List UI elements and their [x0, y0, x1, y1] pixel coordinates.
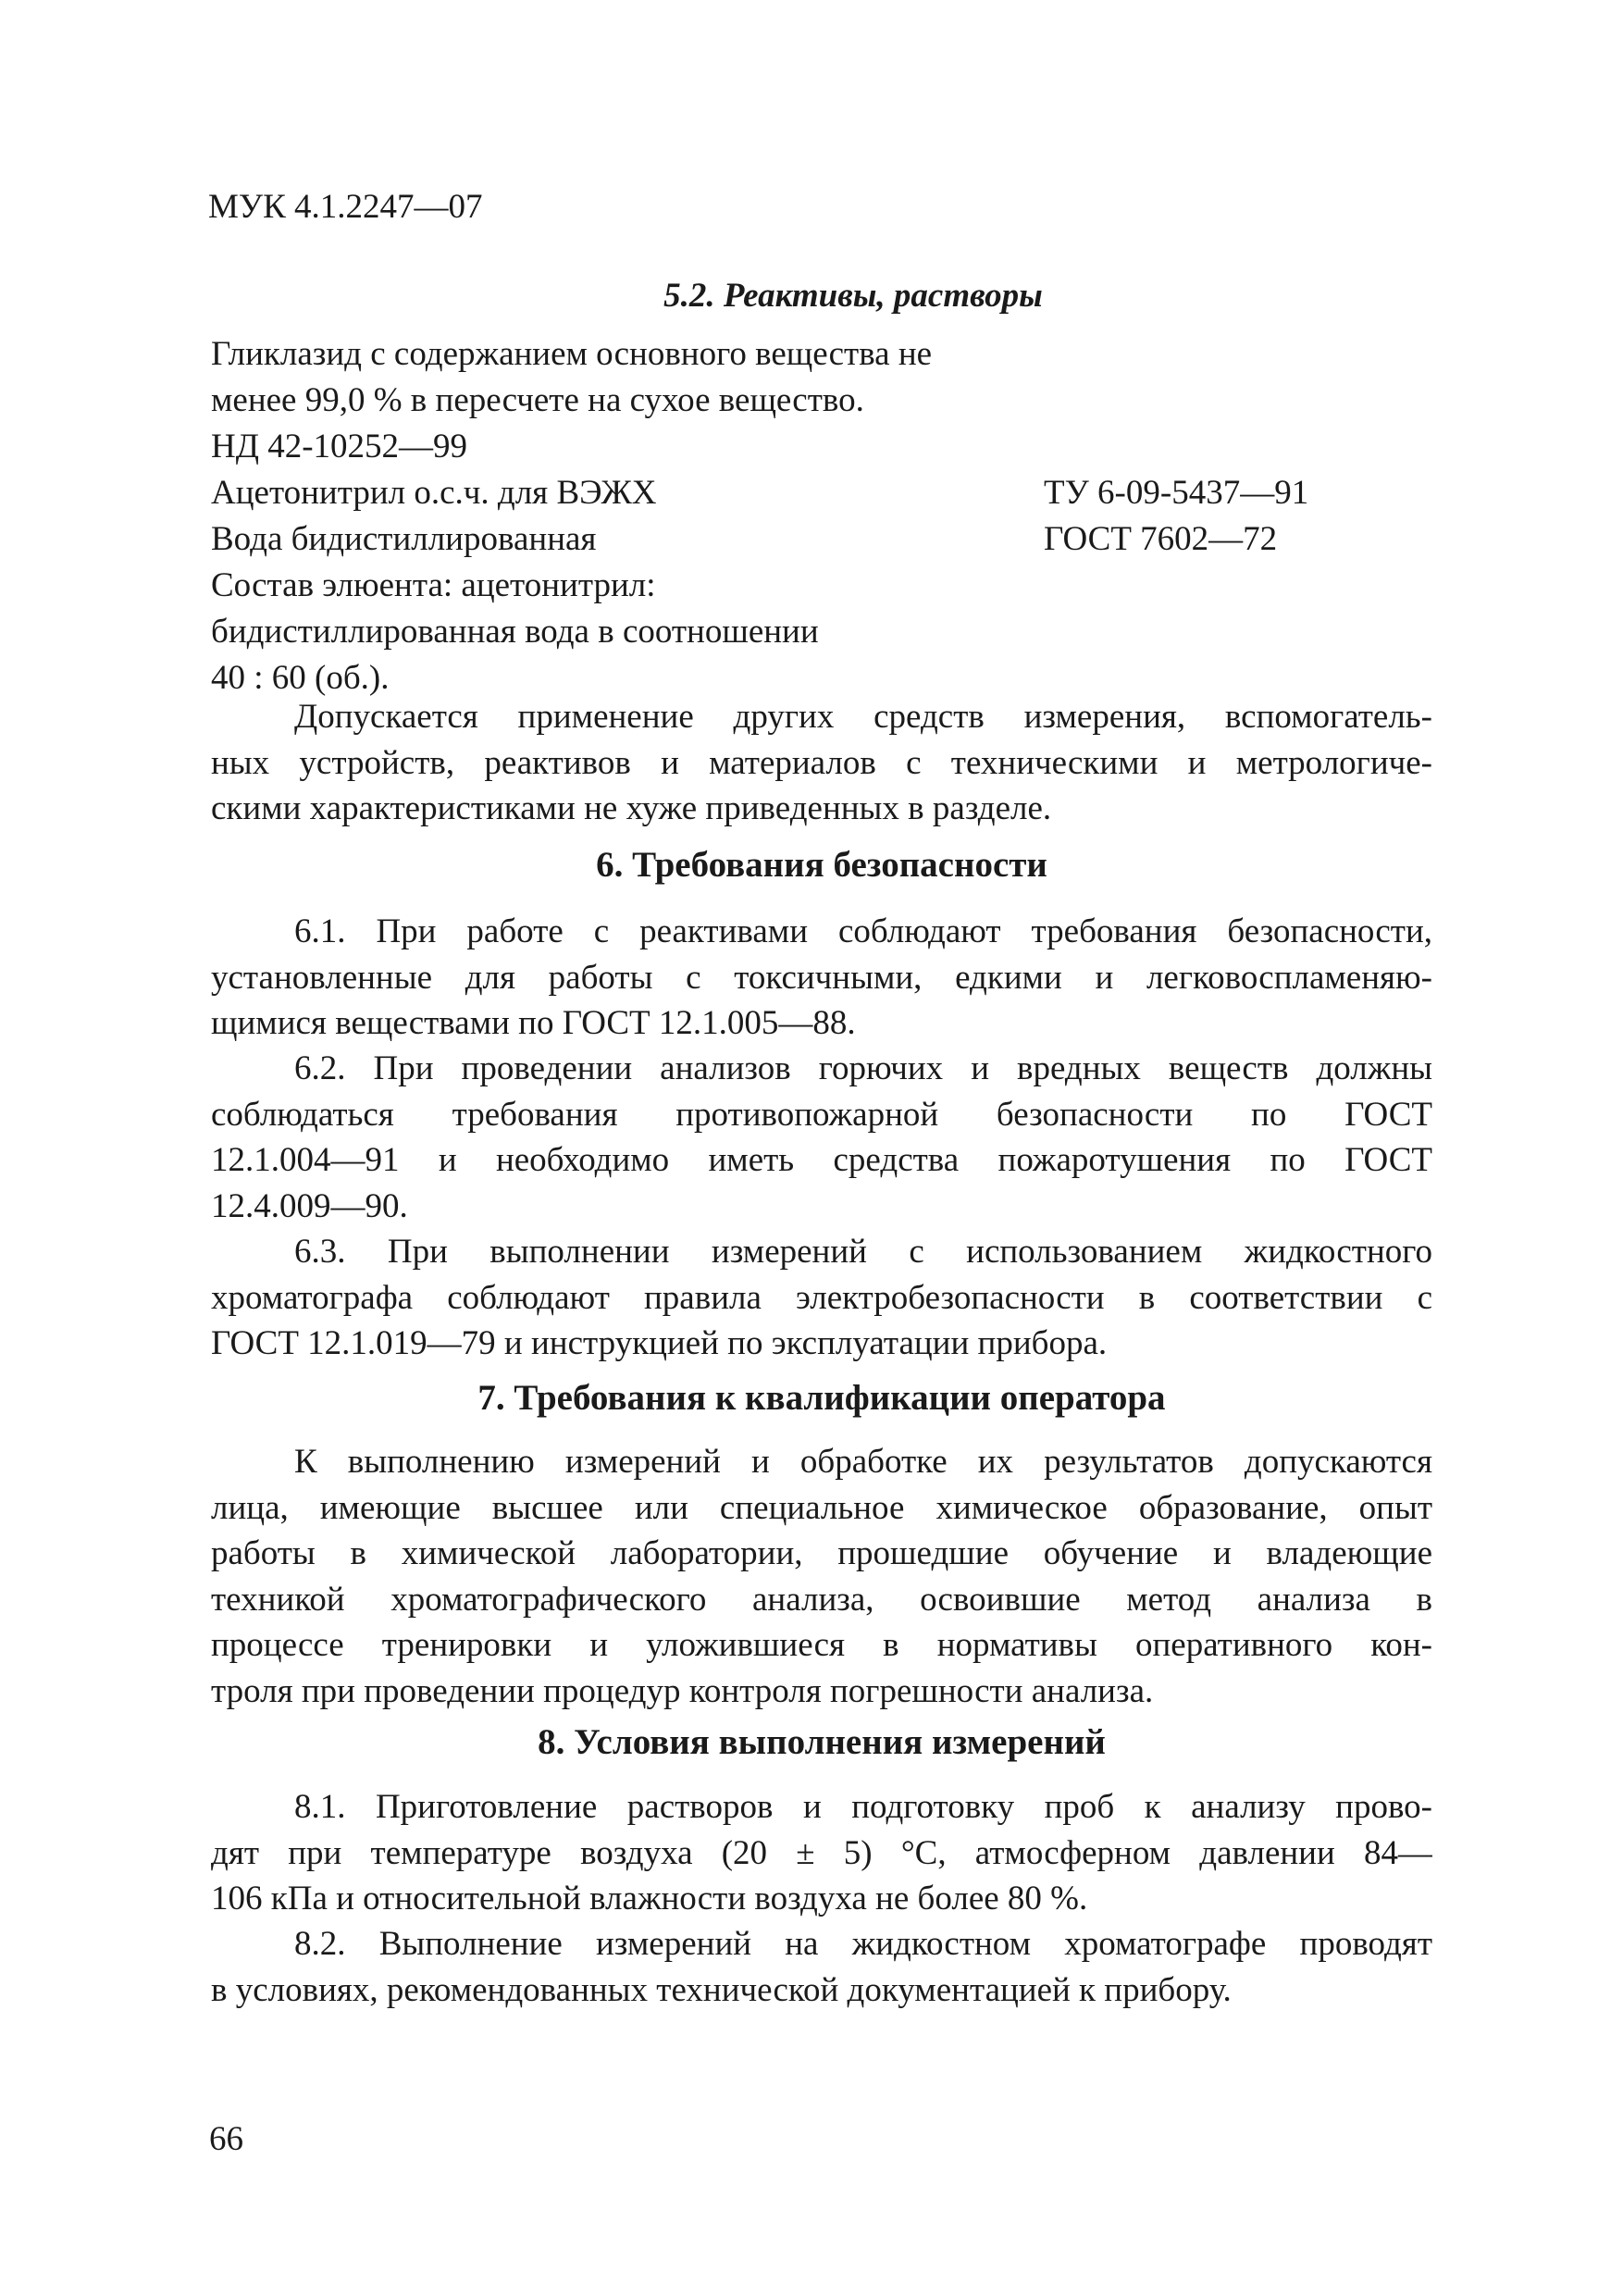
- text-line: лица, имеющие высшее или специальное химическое образование, опыт: [211, 1488, 1432, 1527]
- reagent-row: [211, 424, 1432, 470]
- reagent-row: [211, 331, 1432, 378]
- reagents-list: [211, 331, 1432, 701]
- section-6-title: 6. Требования безопасности: [596, 845, 1047, 885]
- text-line: 6.3. При выполнении измерений с использованием жидкостного: [294, 1233, 1432, 1271]
- page-number: 66: [209, 2120, 243, 2158]
- section-5-2-note: [211, 694, 1432, 832]
- text-line: 6.2. При проведении анализов горючих и вредных веществ должны: [294, 1049, 1432, 1087]
- text-line: 106 кПа и относительной влажности воздуха не более 80 %.: [211, 1880, 1088, 1917]
- section-7-title: 7. Требования к квалификации оператора: [477, 1378, 1166, 1418]
- text-line: дят при температуре воздуха (20 ± 5) °С, атмосферном давлении 84—: [211, 1833, 1432, 1872]
- text-line: щимися веществами по ГОСТ 12.1.005—88.: [211, 1004, 856, 1042]
- reagent-name: 40 : 60 (об.).: [211, 659, 390, 697]
- document-header: МУК 4.1.2247—07: [208, 188, 483, 226]
- text-line: 8.1. Приготовление растворов и подготовку проб к анализу прово-: [294, 1788, 1432, 1826]
- section-6-1-paragraph: [211, 909, 1432, 1047]
- text-line: 6.1. При работе с реактивами соблюдают требования безопасности,: [294, 912, 1432, 950]
- reagent-row: [211, 563, 1432, 609]
- reagent-standard: ТУ 6-09-5437—91: [1044, 474, 1309, 512]
- reagent-name: Состав элюента: ацетонитрил:: [211, 566, 656, 604]
- text-line: установленные для работы с токсичными, едкими и легковоспламеняю-: [211, 958, 1432, 997]
- section-8-2-paragraph: [211, 1921, 1432, 2013]
- section-6-3-paragraph: [211, 1229, 1432, 1367]
- text-line: Допускается применение других средств измерения, вспомогатель-: [294, 698, 1432, 736]
- text-line: скими характеристиками не хуже приведенных в разделе.: [211, 789, 1052, 827]
- text-line: ГОСТ 12.1.019—79 и инструкцией по эксплуатации прибора.: [211, 1324, 1108, 1362]
- reagent-row: [211, 609, 1432, 655]
- reagent-name: НД 42-10252—99: [211, 428, 468, 465]
- text-line: в условиях, рекомендованных технической документацией к прибору.: [211, 1970, 1232, 2009]
- text-line: техникой хроматографического анализа, освоившие метод анализа в: [211, 1580, 1432, 1619]
- reagent-row: [211, 470, 1432, 516]
- text-line: хроматографа соблюдают правила электробезопасности в соответствии с: [211, 1278, 1432, 1317]
- text-line: 8.2. Выполнение измерений на жидкостном хроматографе проводят: [294, 1925, 1432, 1963]
- text-line: соблюдаться требования противопожарной безопасности по ГОСТ: [211, 1095, 1432, 1134]
- reagent-name: бидистиллированная вода в соотношении: [211, 613, 819, 651]
- reagent-name: Вода бидистиллированная: [211, 520, 597, 558]
- text-line: процессе тренировки и уложившиеся в нормативы оперативного кон-: [211, 1626, 1432, 1664]
- reagent-name: Ацетонитрил о.с.ч. для ВЭЖХ: [211, 474, 657, 512]
- text-line: троля при проведении процедур контроля погрешности анализа.: [211, 1671, 1154, 1710]
- reagent-row: [211, 378, 1432, 424]
- text-line: ных устройств, реактивов и материалов с техническими и метрологиче-: [211, 743, 1432, 782]
- section-8-title: 8. Условия выполнения измерений: [538, 1722, 1106, 1762]
- section-7-paragraph: [211, 1439, 1432, 1714]
- reagent-name: Гликлазид с содержанием основного вещества не: [211, 335, 933, 373]
- text-line: К выполнению измерений и обработке их результатов допускаются: [294, 1443, 1432, 1481]
- text-line: работы в химической лаборатории, прошедшие обучение и владеющие: [211, 1534, 1432, 1572]
- section-6-2-paragraph: [211, 1046, 1432, 1229]
- reagent-standard: ГОСТ 7602—72: [1044, 520, 1278, 558]
- text-line: 12.1.004—91 и необходимо иметь средства пожаротушения по ГОСТ: [211, 1141, 1432, 1179]
- reagent-name: менее 99,0 % в пересчете на сухое вещество.: [211, 381, 864, 419]
- text-line: 12.4.009—90.: [211, 1186, 408, 1225]
- section-5-2-title: 5.2. Реактивы, растворы: [663, 277, 1043, 315]
- section-8-1-paragraph: [211, 1784, 1432, 1922]
- reagent-row: [211, 516, 1432, 563]
